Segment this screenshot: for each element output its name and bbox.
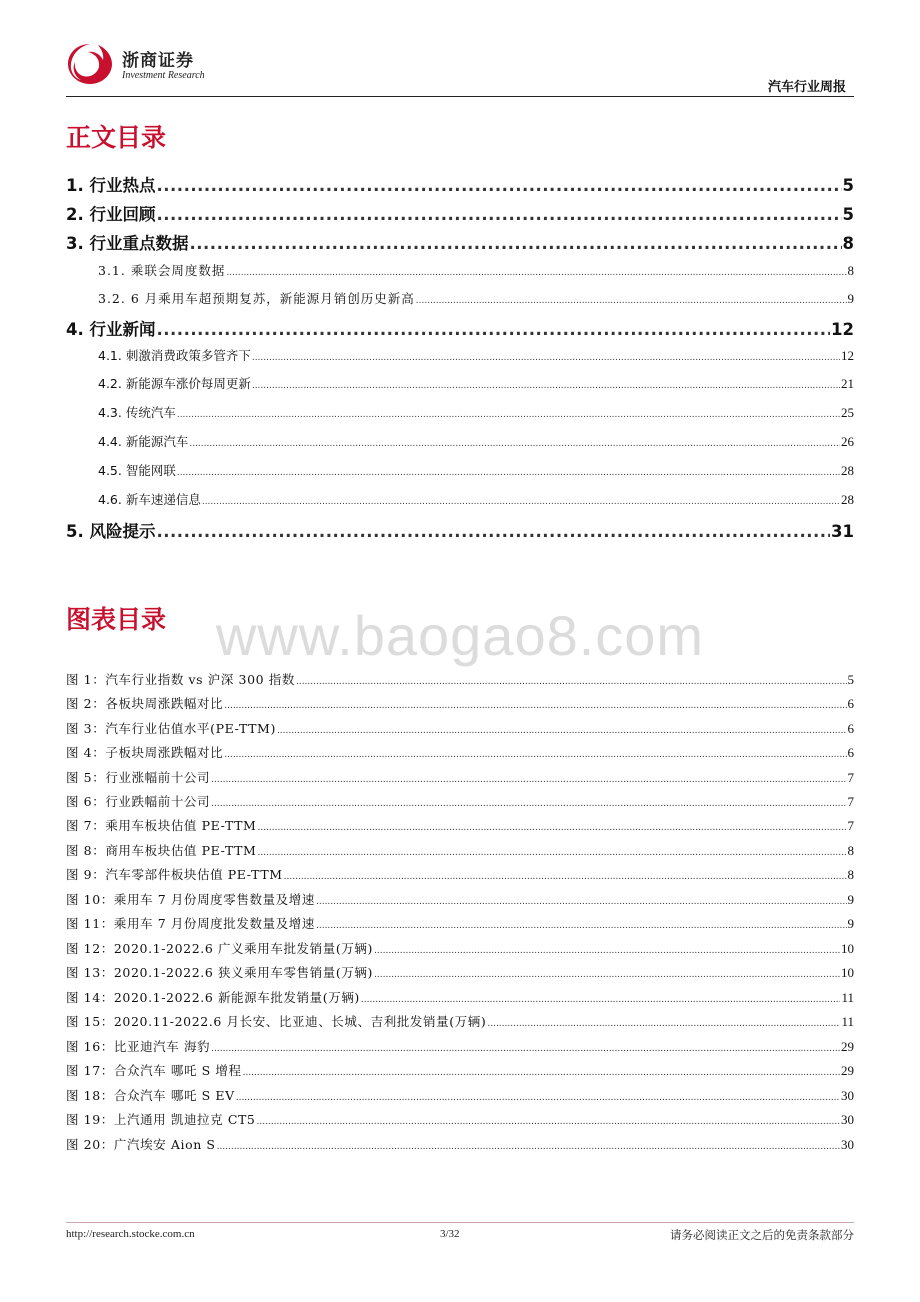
- dot-leader: [256, 1117, 840, 1127]
- figure-entry-page: 10: [841, 941, 854, 956]
- toc-entry[interactable]: [0, 518, 920, 542]
- figure-entry[interactable]: [0, 1037, 920, 1055]
- toc-entry-label: 4. 行业新闻: [66, 320, 156, 339]
- figure-entry-label: 图 4：子板块周涨跌幅对比: [66, 745, 224, 760]
- brand-logo-icon: [66, 42, 114, 86]
- dot-leader: [243, 1068, 840, 1078]
- figure-entry-page: 5: [847, 672, 854, 687]
- toc-entry-page: 12: [841, 348, 854, 363]
- dot-leader: [252, 381, 840, 391]
- figure-entry-page: 8: [847, 843, 854, 858]
- figure-entry[interactable]: [0, 670, 920, 688]
- figure-entry-page: 11: [841, 1014, 854, 1029]
- toc-entry-page: 26: [841, 434, 854, 449]
- figure-entry-label: 图 2：各板块周涨跌幅对比: [66, 696, 224, 711]
- figure-entry-label: 图 18：合众汽车 哪吒 S EV: [66, 1088, 235, 1103]
- figure-entry-label: 图 15：2020.11-2022.6 月长安、比亚迪、长城、吉利批发销量(万辆): [66, 1014, 487, 1029]
- figure-entry-page: 6: [847, 721, 854, 736]
- toc-subentry[interactable]: [0, 289, 920, 307]
- watermark: www.baogao8.com: [215, 604, 705, 667]
- toc-entry-label: 4.3. 传统汽车: [98, 405, 176, 420]
- dot-leader: [252, 353, 840, 363]
- dot-leader: [277, 726, 847, 736]
- figure-entry-label: 图 17：合众汽车 哪吒 S 增程: [66, 1063, 242, 1078]
- figure-entry-page: 30: [841, 1137, 854, 1152]
- figure-entry-label: 图 20：广汽埃安 Aion S: [66, 1137, 216, 1152]
- brand-name-cn: 浙商证券: [122, 51, 194, 71]
- toc-entry-label: 3.2. 6 月乘用车超预期复苏，新能源月销创历史新高: [98, 291, 415, 306]
- figure-entry-label: 图 7：乘用车板块估值 PE-TTM: [66, 818, 257, 833]
- dot-leader: [177, 468, 840, 478]
- figure-entry-label: 图 6：行业跌幅前十公司: [66, 794, 211, 809]
- figure-entry[interactable]: [0, 694, 920, 712]
- toc-entry-page: 5: [842, 176, 854, 195]
- toc-subentry[interactable]: [0, 346, 920, 364]
- figure-entry-page: 6: [847, 696, 854, 711]
- dot-leader: [217, 1142, 840, 1152]
- dot-leader: [189, 439, 840, 449]
- toc-entry-label: 4.1. 刺激消费政策多管齐下: [98, 348, 251, 363]
- footer-divider: [66, 1222, 854, 1223]
- toc-subentry[interactable]: [0, 403, 920, 421]
- toc-entry-label: 3.1. 乘联会周度数据: [98, 263, 226, 278]
- figure-entry-label: 图 11：乘用车 7 月份周度批发数量及增速: [66, 916, 315, 931]
- dot-leader: [157, 205, 842, 224]
- figure-entry-page: 9: [847, 916, 854, 931]
- toc-entry-label: 1. 行业热点: [66, 176, 156, 195]
- figure-entry-label: 图 8：商用车板块估值 PE-TTM: [66, 843, 257, 858]
- dot-leader: [177, 410, 840, 420]
- figure-entry-label: 图 16：比亚迪汽车 海豹: [66, 1039, 211, 1054]
- figure-entry-page: 10: [841, 965, 854, 980]
- dot-leader: [211, 1044, 840, 1054]
- dot-leader: [416, 296, 847, 306]
- brand-name-en: Investment Research: [122, 70, 205, 81]
- figure-entry-label: 图 1：汽车行业指数 vs 沪深 300 指数: [66, 672, 295, 687]
- toc-entry[interactable]: [0, 316, 920, 340]
- figure-entry-page: 8: [847, 867, 854, 882]
- toc-entry[interactable]: [0, 172, 920, 196]
- toc-entry-label: 4.6. 新车速递信息: [98, 492, 201, 507]
- figure-entry[interactable]: [0, 816, 920, 834]
- figure-entry[interactable]: [0, 1086, 920, 1104]
- figure-entry-page: 7: [847, 818, 854, 833]
- toc-subentry[interactable]: [0, 490, 920, 508]
- toc-entry-label: 4.2. 新能源车涨价每周更新: [98, 376, 251, 391]
- figure-entry-label: 图 10：乘用车 7 月份周度零售数量及增速: [66, 892, 315, 907]
- toc-subentry[interactable]: [0, 461, 920, 479]
- toc-entry-label: 4.5. 智能网联: [98, 463, 176, 478]
- toc-entry-page: 28: [841, 463, 854, 478]
- figure-entry[interactable]: [0, 865, 920, 883]
- figure-entry-label: 图 13：2020.1-2022.6 狭义乘用车零售销量(万辆): [66, 965, 374, 980]
- figure-entry[interactable]: [0, 792, 920, 810]
- toc-subentry[interactable]: [0, 261, 920, 279]
- dot-leader: [296, 677, 847, 687]
- footer-url[interactable]: http://research.stocke.com.cn: [66, 1228, 195, 1240]
- dot-leader: [257, 848, 846, 858]
- figure-entry[interactable]: [0, 1061, 920, 1079]
- figure-entry-page: 11: [841, 990, 854, 1005]
- figure-entry[interactable]: [0, 719, 920, 737]
- toc-entry-page: 8: [847, 263, 854, 278]
- toc-entry-page: 9: [847, 291, 854, 306]
- report-type: 汽车行业周报: [767, 80, 846, 95]
- figure-entry-label: 图 9：汽车零部件板块估值 PE-TTM: [66, 867, 283, 882]
- dot-leader: [284, 872, 847, 882]
- toc-entry-label: 4.4. 新能源汽车: [98, 434, 189, 449]
- dot-leader: [157, 176, 842, 195]
- toc-subentry[interactable]: [0, 374, 920, 392]
- toc-entry-page: 31: [831, 522, 854, 541]
- figure-entry[interactable]: [0, 963, 920, 981]
- dot-leader: [157, 320, 831, 339]
- figure-entry-label: 图 19：上汽通用 凯迪拉克 CT5: [66, 1112, 256, 1127]
- dot-leader: [211, 799, 846, 809]
- figure-entry[interactable]: [0, 1135, 920, 1153]
- figure-entry-label: 图 14：2020.1-2022.6 新能源车批发销量(万辆): [66, 990, 360, 1005]
- toc-entry-page: 21: [841, 376, 854, 391]
- toc-subentry[interactable]: [0, 432, 920, 450]
- dot-leader: [190, 234, 842, 253]
- toc-entry-label: 5. 风险提示: [66, 522, 156, 541]
- dot-leader: [157, 522, 831, 541]
- header-divider: [66, 96, 854, 97]
- figure-entry[interactable]: [0, 841, 920, 859]
- figure-entry[interactable]: [0, 988, 920, 1006]
- toc-entry-label: 3. 行业重点数据: [66, 234, 189, 253]
- figure-entry-label: 图 5：行业涨幅前十公司: [66, 770, 211, 785]
- figure-entry-page: 30: [841, 1112, 854, 1127]
- toc-entry-page: 28: [841, 492, 854, 507]
- brand-logo: [66, 42, 206, 88]
- figure-entry-page: 30: [841, 1088, 854, 1103]
- figure-entry[interactable]: [0, 939, 920, 957]
- figure-entry-label: 图 12：2020.1-2022.6 广义乘用车批发销量(万辆): [66, 941, 374, 956]
- toc-entry-label: 2. 行业回顾: [66, 205, 156, 224]
- toc-entry-page: 8: [842, 234, 854, 253]
- page-number: 3/32: [440, 1228, 460, 1240]
- figure-entry[interactable]: [0, 1012, 920, 1030]
- toc-entry-page: 25: [841, 405, 854, 420]
- toc-entry-page: 12: [831, 320, 854, 339]
- figure-entry-label: 图 3：汽车行业估值水平(PE-TTM): [66, 721, 276, 736]
- toc-title: 正文目录: [66, 123, 167, 152]
- dot-leader: [224, 701, 846, 711]
- toc-entry[interactable]: [0, 201, 920, 225]
- dot-leader: [224, 750, 846, 760]
- dot-leader: [211, 775, 846, 785]
- figure-entry[interactable]: [0, 1110, 920, 1128]
- toc-entry[interactable]: [0, 230, 920, 254]
- dot-leader: [487, 1019, 840, 1029]
- figure-entry[interactable]: [0, 768, 920, 786]
- figure-entry-page: 9: [847, 892, 854, 907]
- dot-leader: [202, 497, 840, 507]
- figure-entry[interactable]: [0, 914, 920, 932]
- figure-entry[interactable]: [0, 890, 920, 908]
- dot-leader: [374, 946, 840, 956]
- toc-entry-page: 5: [842, 205, 854, 224]
- figure-entry-page: 7: [847, 794, 854, 809]
- dot-leader: [236, 1093, 840, 1103]
- figure-entry-page: 29: [841, 1039, 854, 1054]
- figure-list-title: 图表目录: [66, 605, 167, 634]
- figure-entry-page: 29: [841, 1063, 854, 1078]
- footer-disclaimer: 请务必阅读正文之后的免责条款部分: [670, 1228, 854, 1242]
- dot-leader: [361, 995, 841, 1005]
- dot-leader: [226, 268, 846, 278]
- dot-leader: [316, 921, 847, 931]
- figure-entry-page: 7: [847, 770, 854, 785]
- figure-entry[interactable]: [0, 743, 920, 761]
- dot-leader: [374, 970, 840, 980]
- dot-leader: [257, 823, 846, 833]
- figure-entry-page: 6: [847, 745, 854, 760]
- dot-leader: [316, 897, 847, 907]
